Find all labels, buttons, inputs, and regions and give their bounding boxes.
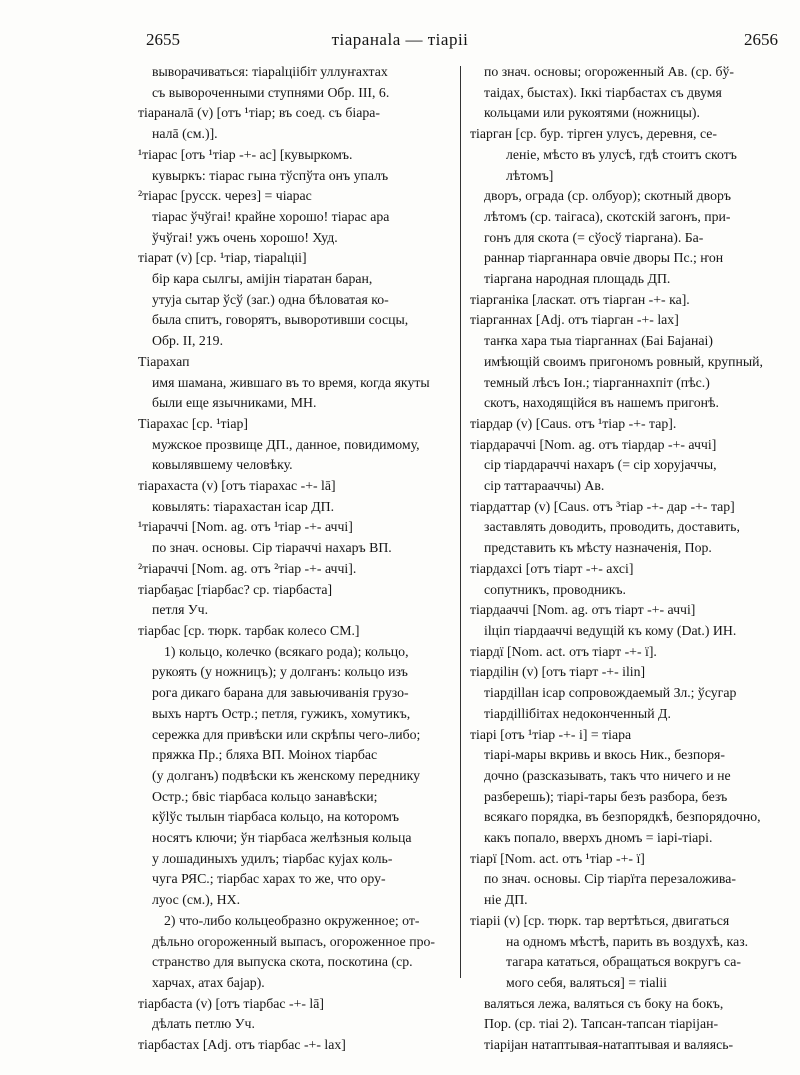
dictionary-line: тіарган [ср. бур. тірген улусъ, деревня, се- — [470, 126, 717, 142]
dictionary-line: таҥка хара тыа тіарганнах (Бaі Баjанаі) — [484, 333, 713, 349]
dictionary-line: ковылявшему человѣку. — [152, 457, 293, 473]
dictionary-line: тіардіllан ісар сопровождаемый Зл.; ўсугар — [484, 685, 737, 701]
page-number-left: 2655 — [146, 30, 180, 49]
dictionary-line: лѣтомъ (ср. таігаса), скотскій загонъ, при- — [484, 208, 731, 224]
dictionary-line: темный лѣсъ Іон.; тіарганнахпіт (пѣс.) — [484, 374, 710, 390]
dictionary-line: Обр. II, 219. — [152, 333, 224, 349]
dictionary-line: тіарijан натаптывая-натаптывая и валяясь- — [484, 1037, 734, 1053]
dictionary-line: дворъ, ограда (ср. олбуор); скотный дворъ — [484, 188, 732, 204]
page-header — [0, 30, 800, 58]
dictionary-line: тіарі [отъ ¹тіар -+- і] = тіара — [470, 726, 632, 742]
dictionary-line: ніе ДП. — [484, 892, 528, 908]
dictionary-line: сопутникъ, проводникъ. — [484, 581, 627, 597]
dictionary-line: іlціп тіардааччі ведущій къ кому (Dat.) ИН. — [484, 622, 737, 638]
dictionary-line: ўчўгаі! ужъ очень хорошо! Худ. — [152, 229, 338, 245]
dictionary-line: тіараналā (v) [отъ ¹тіар; въ соед. съ біара- — [138, 105, 380, 121]
dictionary-line: выхъ нартъ Остр.; петля, гужикъ, хомутикъ, — [152, 705, 411, 721]
dictionary-line: луос (см.), НХ. — [152, 892, 241, 908]
dictionary-line: Тіарахап — [138, 353, 190, 369]
dictionary-line: тіардааччі [Nom. ag. отъ тіарт -+- аччі] — [470, 602, 696, 618]
dictionary-line: по знач. основы. Сір тіараччі нахаръ ВП. — [152, 540, 392, 556]
dictionary-line: тіарбаста (v) [отъ тіарбас -+- lā] — [138, 995, 324, 1011]
column-divider — [460, 66, 461, 978]
dictionary-line: тіардіlін (v) [отъ тіарт -+- ilin] — [470, 664, 646, 680]
dictionary-line: на одномъ мѣстѣ, парить въ воздухѣ, каз. — [506, 933, 749, 949]
dictionary-line: всякаго порядка, въ безпорядкѣ, безпорядочно, — [484, 809, 761, 825]
dictionary-line: тіарii (v) [ср. тюрк. тар вертѣться, двигаться — [470, 912, 730, 928]
dictionary-line: тіардар (v) [Caus. отъ ¹тіар -+- тар]. — [470, 415, 677, 431]
dictionary-line: разберешь); тіарі-тары безъ разбора, безъ — [484, 788, 728, 804]
dictionary-line: Пор. (ср. тіаі 2). Тапсан-тапсан тіарijан- — [484, 1016, 719, 1032]
dictionary-line: тіарганіка [ласкат. отъ тіарган -+- ка]. — [470, 291, 690, 307]
dictionary-line: кольцами или рукоятями (ножницы). — [484, 105, 700, 121]
dictionary-line: тіаргана народная площадь ДП. — [484, 271, 671, 287]
dictionary-line: сір тіардараччі нахаръ (= сір хоруjаччы, — [484, 457, 717, 473]
dictionary-line: у лошадиныхъ удилъ; тіарбас куjах коль- — [152, 850, 393, 866]
dictionary-line: ковылять: тіарахастан ісар ДП. — [152, 498, 335, 514]
dictionary-line: кувыркъ: тіарас гына тўспўта онъ упалъ — [152, 167, 389, 183]
dictionary-line: раннар тіарганнара овчіе дворы Пс.; ҥон — [484, 250, 724, 266]
dictionary-line: тіарбастах [Adj. отъ тіарбас -+- lах] — [138, 1037, 346, 1053]
dictionary-line: леніе, мѣсто въ улусѣ, гдѣ стоитъ скотъ — [506, 146, 737, 162]
dictionary-line: дочно (разсказывать, такъ что ничего и не — [484, 767, 731, 783]
dictionary-line: скотъ, находящійся въ нашемъ пригонѣ. — [484, 395, 719, 411]
dictionary-line: какъ попало, вверхъ дномъ = iарі-тіарі. — [484, 830, 713, 846]
dictionary-line: носятъ ключи; ўн тіарбаса желѣзныя кольца — [152, 830, 412, 846]
dictionary-line: съ вывороченными ступнями Обр. III, 6. — [152, 84, 390, 100]
dictionary-line: тіарат (v) [ср. ¹тіар, тіараlціі] — [138, 250, 307, 266]
dictionary-line: по знач. основы. Сір тіарїта перезаложива- — [484, 871, 736, 887]
dictionary-line: мого себя, валяться] = тіаlii — [506, 974, 667, 990]
dictionary-line: представить къ мѣсту назначенія, Пор. — [484, 540, 712, 556]
dictionary-line: заставлять доводить, проводить, доставить, — [484, 519, 740, 535]
dictionary-line: тагара кататься, обращаться вокругъ са- — [506, 954, 741, 970]
dictionary-line: гонъ для скота (= сўосў тіаргана). Ба- — [484, 229, 704, 245]
dictionary-line: была спитъ, говорятъ, выворотивши сосцы, — [152, 312, 409, 328]
dictionary-line: 2) что-либо кольцеобразно окруженное; от- — [164, 912, 420, 928]
dictionary-line: были еще язычниками, МН. — [152, 395, 317, 411]
dictionary-line: тіардіllібітах недоконченный Д. — [484, 705, 671, 721]
dictionary-line: тіардараччі [Nom. ag. отъ тіардар -+- аччі] — [470, 436, 717, 452]
running-head: тіаранаlа — тіарii — [331, 30, 469, 49]
dictionary-line: странство для выпуска скота, поскотина (ср. — [152, 954, 413, 970]
dictionary-line: тіардаттар (v) [Caus. отъ ³тіар -+- дар -+- тар] — [470, 498, 735, 514]
dictionary-line: ¹тіараччі [Nom. ag. отъ ¹тіар -+- аччі] — [138, 519, 353, 535]
dictionary-line: 1) кольцо, колечко (всякаго рода); кольцо, — [164, 643, 409, 659]
dictionary-line: тіарї [Nom. act. отъ ¹тіар -+- ї] — [470, 850, 645, 866]
dictionary-line: сір таттарааччы) Ав. — [484, 478, 605, 494]
dictionary-line: ¹тіарас [отъ ¹тіар -+- ас] [кувыркомъ. — [138, 146, 353, 162]
dictionary-line: тіарбас [ср. тюрк. тарбак колесо СМ.] — [138, 622, 360, 638]
dictionary-line: (у долганъ) подвѣски къ женскому переднику — [152, 767, 421, 783]
dictionary-line: тіарбаҕас [тіарбас? ср. тіарбаста] — [138, 581, 333, 597]
dictionary-line: валяться лежа, валяться съ боку на бокъ, — [484, 995, 724, 1011]
dictionary-line: чуга РЯС.; тіарбас харах то же, что ору- — [152, 871, 386, 887]
dictionary-line: тіарганнах [Adj. отъ тіарган -+- lах] — [470, 312, 679, 328]
dictionary-line: рукоять (у ножницъ); у долганъ: кольцо изъ — [152, 664, 408, 680]
dictionary-line: ²тіарас [русск. через] = чіарас — [138, 188, 312, 204]
dictionary-line: мужское прозвище ДП., данное, повидимому, — [152, 436, 420, 452]
dictionary-line: имѣющій своимъ пригономъ ровный, крупный, — [484, 353, 763, 369]
dictionary-line: рога дикаго барана для завьючиванія грузо- — [152, 685, 409, 701]
dictionary-line: тіарахаста (v) [отъ тіарахас -+- lā] — [138, 478, 336, 494]
dictionary-line: Остр.; бвіс тіарбаса кольцо занавѣски; — [152, 788, 378, 804]
dictionary-line: дѣльно огороженный выпасъ, огороженное про- — [152, 933, 435, 949]
right-column — [470, 62, 788, 1062]
left-column — [138, 62, 454, 1062]
dictionary-line: тіарі-мары вкривь и вкось Ник., безпоря- — [484, 747, 726, 763]
dictionary-line: таідах, быстах). Іккі тіарбастах съ двумя — [484, 84, 722, 100]
dictionary-line: по знач. основы; огороженный Ав. (ср. бў- — [484, 64, 735, 79]
dictionary-line: бір кара сылгы, амijiн тіаратан баран, — [152, 271, 373, 287]
dictionary-line: сережка для привѣски или скрѣпы чего-либо; — [152, 726, 421, 742]
dictionary-line: ²тіараччі [Nom. ag. отъ ²тіар -+- аччі]. — [138, 560, 357, 576]
dictionary-line: лѣтомъ] — [506, 167, 554, 183]
page-number-right: 2656 — [744, 30, 778, 49]
dictionary-line: петля Уч. — [152, 602, 209, 618]
dictionary-line: тіарас ўчўгаі! крайне хорошо! тіарас ара — [152, 208, 390, 224]
dictionary-line: утуjа сытар ўсў (заг.) одна бѣловатая ко- — [152, 291, 389, 307]
dictionary-line: налā (см.)]. — [152, 126, 218, 142]
dictionary-line: тіардахсі [отъ тіарт -+- ахсі] — [470, 560, 634, 576]
dictionary-line: пряжка Пр.; бляха ВП. Моінох тіарбас — [152, 747, 378, 763]
dictionary-line: тіардї [Nom. act. отъ тіарт -+- ї]. — [470, 643, 657, 659]
dictionary-line: харчах, атах бајар). — [152, 974, 265, 990]
dictionary-line: выворачиваться: тіараlціібіт уллуҥахтах — [152, 64, 388, 79]
dictionary-line: Тіарахас [ср. ¹тіар] — [138, 415, 248, 431]
dictionary-line: имя шамана, жившаго въ то время, когда якуты — [152, 374, 430, 390]
dictionary-line: дѣлать петлю Уч. — [152, 1016, 255, 1032]
dictionary-line: кўlўс тылын тіарбаса кольцо, на которомъ — [152, 809, 399, 825]
